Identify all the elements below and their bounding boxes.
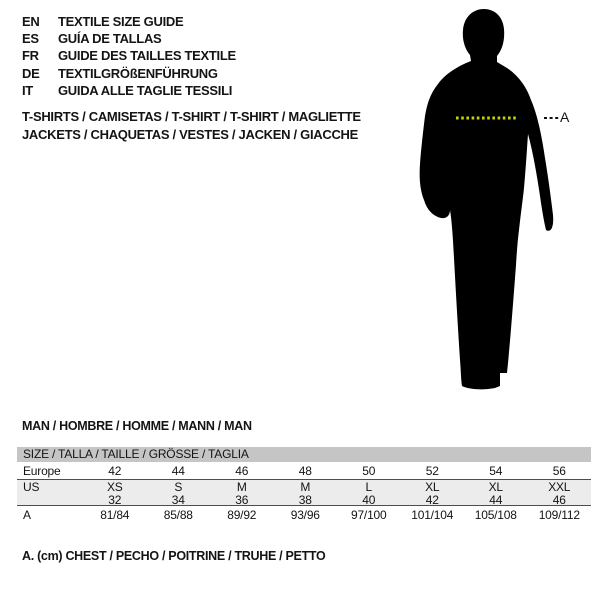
table-row-us: [17, 480, 591, 493]
table-row-chest: [17, 506, 591, 523]
size-cell: 36: [235, 493, 249, 507]
table-row-numeric: [17, 493, 591, 506]
lang-label: GUIDA ALLE TAGLIE TESSILI: [58, 82, 233, 98]
size-cell: 105/108: [474, 507, 517, 522]
size-cell: L: [365, 480, 372, 494]
size-cell: 97/100: [350, 507, 387, 522]
language-row: [22, 47, 236, 64]
language-row: [22, 82, 236, 99]
table-row-europe: [17, 463, 591, 480]
size-table-header: SIZE / TALLA / TAILLE / GRÖSSE / TAGLIA: [17, 447, 591, 462]
lang-code: IT: [22, 82, 33, 98]
lang-label: TEXTILGRÖßENFÜHRUNG: [58, 65, 218, 81]
size-cell: 93/96: [290, 507, 320, 522]
lang-code: DE: [22, 65, 40, 81]
size-cell: XL: [488, 480, 503, 494]
size-cell: 48: [298, 464, 312, 478]
size-cell: 101/104: [411, 507, 454, 522]
language-row: [22, 13, 236, 30]
man-silhouette-shape: [420, 9, 554, 389]
size-cell: 32: [108, 493, 122, 507]
size-cell: 44: [171, 464, 185, 478]
language-row: [22, 30, 236, 47]
size-cell: 52: [425, 464, 439, 478]
size-cell: 34: [171, 493, 185, 507]
size-cell: 81/84: [100, 507, 130, 522]
man-silhouette-icon: [400, 0, 600, 400]
size-cell: 38: [298, 493, 312, 507]
category-line-jackets: JACKETS / CHAQUETAS / VESTES / JACKEN / GIACCHE: [22, 126, 358, 142]
lang-label: GUÍA DE TALLAS: [58, 31, 162, 47]
size-cell: 46: [552, 493, 566, 507]
size-cell: M: [236, 480, 247, 494]
measure-label-a: A: [560, 109, 570, 125]
measurement-footnote: A. (cm) CHEST / PECHO / POITRINE / TRUHE / PETTO: [22, 549, 326, 563]
size-cell: 89/92: [227, 507, 257, 522]
language-row: [22, 65, 236, 82]
size-cell: 46: [235, 464, 249, 478]
language-list: [22, 13, 236, 99]
row-label: A: [23, 507, 31, 522]
size-cell: S: [174, 480, 183, 494]
lang-label: TEXTILE SIZE GUIDE: [58, 14, 184, 29]
row-label: Europe: [23, 464, 61, 478]
lang-code: EN: [22, 14, 40, 29]
size-cell: 56: [552, 464, 566, 478]
size-cell: 42: [108, 464, 122, 478]
size-cell: 40: [362, 493, 376, 507]
lang-code: ES: [22, 31, 39, 47]
size-cell: XS: [106, 480, 123, 494]
size-cell: XXL: [548, 480, 571, 494]
size-cell: 85/88: [163, 507, 193, 522]
category-line-tshirts: T-SHIRTS / CAMISETAS / T-SHIRT / T-SHIRT / MAGLIETTE: [22, 109, 361, 124]
size-cell: 50: [362, 464, 376, 478]
category-titles: [22, 108, 361, 143]
section-title-man: MAN / HOMBRE / HOMME / MANN / MAN: [22, 419, 252, 433]
size-cell: M: [300, 480, 311, 494]
lang-label: GUIDE DES TAILLES TEXTILE: [58, 48, 236, 64]
size-table: [17, 447, 591, 523]
size-cell: 42: [425, 493, 439, 507]
size-cell: XL: [425, 480, 440, 494]
lang-code: FR: [22, 48, 39, 64]
row-label: US: [23, 480, 40, 494]
man-silhouette-figure: [400, 0, 600, 400]
size-cell: 54: [489, 464, 503, 478]
size-cell: 109/112: [538, 507, 580, 522]
size-cell: 44: [489, 493, 503, 507]
